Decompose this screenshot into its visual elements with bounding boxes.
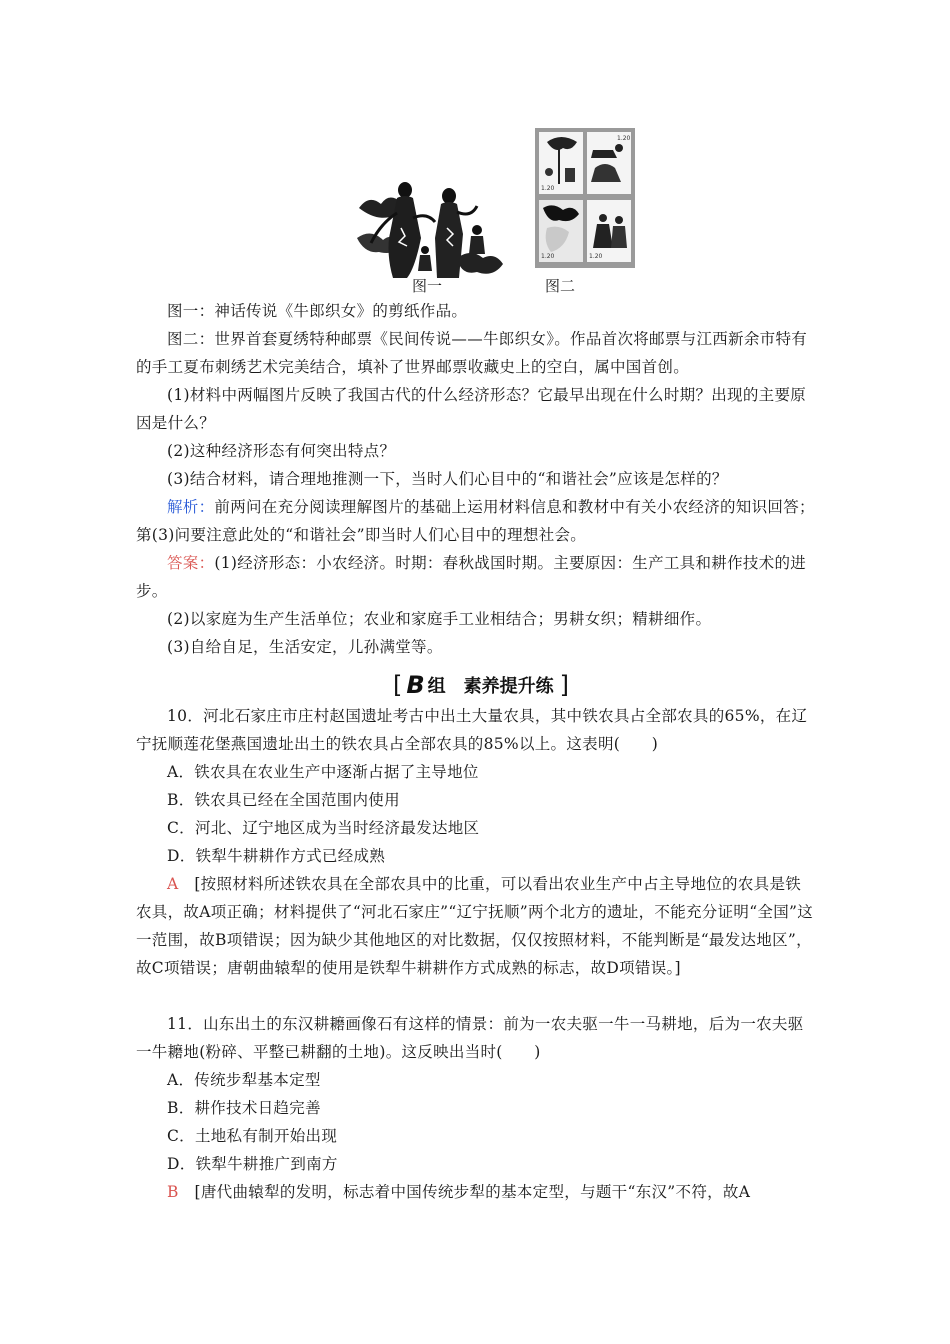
q11-option-b: B．耕作技术日趋完善 <box>167 1099 321 1117</box>
analysis-text: 前两问在充分阅读理解图片的基础上运用材料信息和教材中有关小农经济的知识回答；第(3)问要注意此处的“和谐社会”即当时人们心目中的理想社会。 <box>136 498 815 544</box>
q10-explanation <box>136 870 816 982</box>
figure-1-caption: 图一 <box>412 277 443 295</box>
group-b-letter: B <box>406 671 424 699</box>
q10-explanation-text: [按照材料所述铁农具在全部农具中的比重，可以看出农业生产中占主导地位的农具是铁农具，故A项正确；材料提供了“河北石家庄”“辽宁抚顺”两个北方的遗址，不能充分证明“全国”这一范围，故B项错误；因为缺少其他地区的对比数据，仅仅按照材料，不能判断是“最发达地区”，故C项错误；唐朝曲辕犁的使用是铁犁牛耕耕作方式成熟的标志，故D项错误。] <box>136 875 814 977</box>
analysis-paragraph <box>136 493 816 549</box>
left-bracket: [ <box>393 671 403 699</box>
stamp-value-2: 1.20 <box>617 135 631 142</box>
answer-2: (2)以家庭为生产生活单位；农业和家庭手工业相结合；男耕女织；精耕细作。 <box>167 610 712 628</box>
q11-answer-letter: B <box>167 1183 179 1201</box>
q11-explanation <box>136 1178 816 1206</box>
q10-option-c: C．河北、辽宁地区成为当时经济最发达地区 <box>167 819 480 837</box>
q10-option-d: D．铁犁牛耕耕作方式已经成熟 <box>167 847 386 865</box>
question-11-stem: 11．山东出土的东汉耕耱画像石有这样的情景：前为一农夫驱一牛一马耕地，后为一农夫驱一牛耱地(粉碎、平整已耕翻的土地)。这反映出当时( ) <box>136 1015 804 1061</box>
q11-option-a: A．传统步犁基本定型 <box>167 1071 321 1089</box>
q10-option-b: B．铁农具已经在全国范围内使用 <box>167 791 400 809</box>
answer-1-text: (1)经济形态：小农经济。时期：春秋战国时期。主要原因：生产工具和耕作技术的进步。 <box>136 554 807 600</box>
q11-option-c: C．土地私有制开始出现 <box>167 1127 338 1145</box>
figures-area <box>357 128 647 298</box>
question-3: (3)结合材料，请合理地推测一下，当时人们心目中的“和谐社会”应该是怎样的？ <box>167 470 728 488</box>
material-fig2-desc: 图二：世界首套夏绣特种邮票《民间传说——牛郎织女》。作品首次将邮票与江西新余市特有的手工夏布刺绣艺术完美结合，填补了世界邮票收藏史上的空白，属中国首创。 <box>136 330 808 376</box>
answer-paragraph <box>136 549 816 605</box>
stamp-value-3: 1.20 <box>541 253 555 260</box>
question-2: (2)这种经济形态有何突出特点？ <box>167 442 396 460</box>
question-10-stem: 10．河北石家庄市庄村赵国遗址考古中出土大量农具，其中铁农具占全部农具的65%，在辽宁抚顺莲花堡燕国遗址出土的铁农具占全部农具的85%以上。这表明( ) <box>136 707 808 753</box>
q10-option-a: A．铁农具在农业生产中逐渐占据了主导地位 <box>167 763 479 781</box>
papercut-figure-image <box>357 168 503 288</box>
q10-answer-letter: A <box>167 875 179 893</box>
right-bracket: ] <box>559 671 570 699</box>
section-header-b <box>393 670 569 700</box>
section-title: 组 素养提升练 <box>427 676 554 697</box>
q11-option-d: D．铁犁牛耕推广到南方 <box>167 1155 338 1173</box>
stamps-image <box>535 128 635 268</box>
answer-label: 答案： <box>167 554 215 572</box>
q11-explanation-text: [唐代曲辕犁的发明，标志着中国传统步犁的基本定型，与题干“东汉”不符，故A <box>194 1183 751 1201</box>
answer-3: (3)自给自足，生活安定，儿孙满堂等。 <box>167 638 443 656</box>
stamp-value-4: 1.20 <box>589 253 603 260</box>
stamp-value-1: 1.20 <box>541 185 555 192</box>
question-1: (1)材料中两幅图片反映了我国古代的什么经济形态？它最早出现在什么时期？出现的主要原因是什么？ <box>136 386 807 432</box>
analysis-label: 解析： <box>167 498 215 516</box>
material-fig1-desc: 图一：神话传说《牛郎织女》的剪纸作品。 <box>167 302 468 320</box>
figure-2-caption: 图二 <box>545 277 576 295</box>
stamp-sheet-figure <box>535 128 635 268</box>
